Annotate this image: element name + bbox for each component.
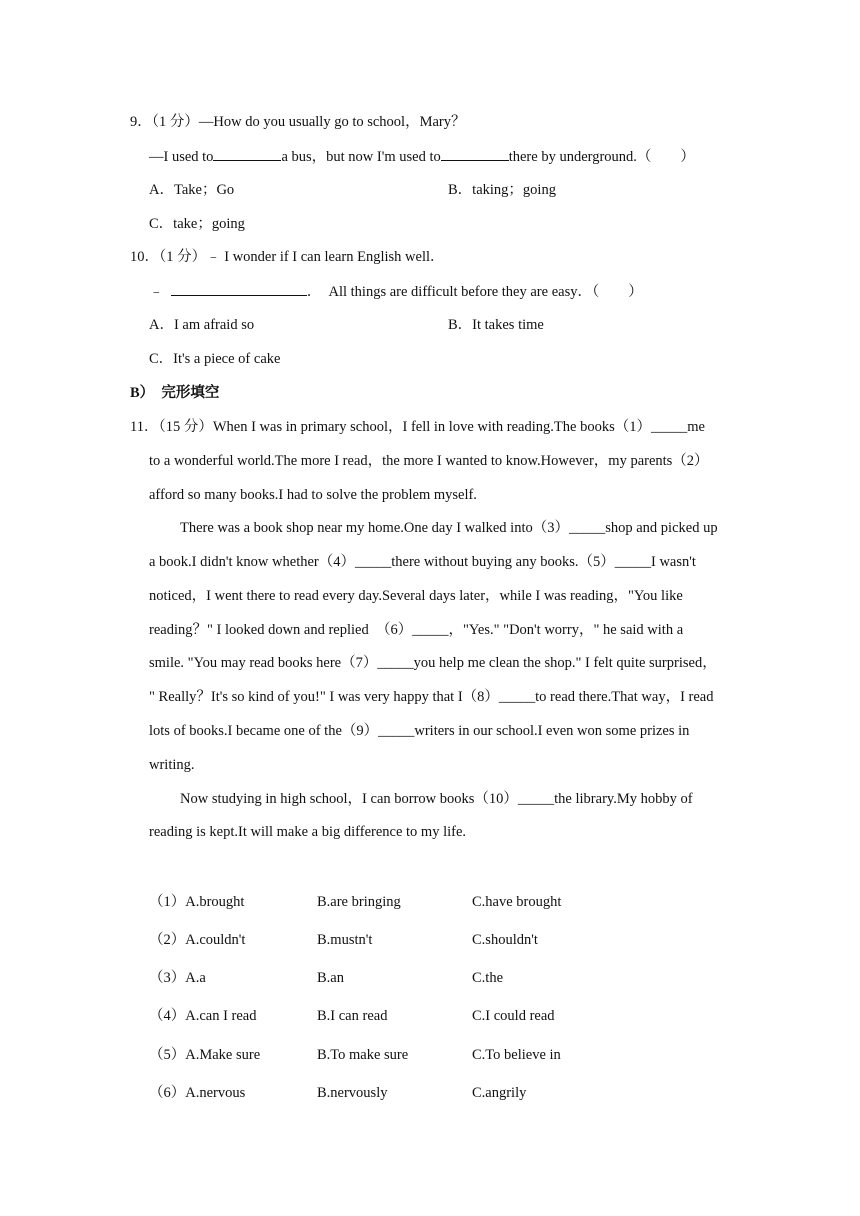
- q11-line-9: " Really？It's so kind of you!" I was very happy that I（8）_____to read there.That way，I read: [149, 689, 714, 705]
- section-heading: B） 完形填空: [130, 385, 220, 401]
- q11-line-6: noticed，I went there to read every day.Several days later，while I was reading，"You like: [149, 588, 683, 604]
- q11-line-5: a book.I didn't know whether（4）_____there without buying any books.（5）_____I wasn't: [149, 554, 696, 570]
- q9-stem: 9．（1 分）—How do you usually go to school，Mary？: [130, 114, 466, 130]
- q10-option-a: A．I am afraid so: [149, 317, 255, 333]
- q9-option-c: C．take；going: [149, 216, 245, 232]
- option-4-a: （4）A.can I read: [149, 1008, 257, 1024]
- blank: [213, 146, 281, 161]
- option-1-a: （1）A.brought: [149, 894, 245, 910]
- option-3-a: （3）A.a: [149, 970, 206, 986]
- q10-option-b: B．It takes time: [448, 317, 544, 333]
- q11-line-10: lots of books.I became one of the（9）_____writers in our school.I even won some prizes in: [149, 723, 690, 739]
- option-1-b: B.are bringing: [317, 894, 401, 910]
- q9-line2-b: a bus，but now I'm used to: [281, 149, 441, 165]
- q11-line-2: to a wonderful world.The more I read，the more I wanted to know.However，my parents（2）: [149, 453, 709, 469]
- option-6-b: B.nervously: [317, 1085, 388, 1101]
- option-3-c: C.the: [472, 970, 504, 986]
- q11-line-13: reading is kept.It will make a big difference to my life.: [149, 824, 467, 840]
- q10-line2: [149, 281, 643, 302]
- q11-line-8: smile. "You may read books here（7）_____you help me clean the shop." I felt quite surprised，: [149, 655, 717, 671]
- q11-line-11: writing.: [149, 757, 195, 773]
- option-2-a: （2）A.couldn't: [149, 932, 246, 948]
- q9-line2: [149, 146, 695, 167]
- q9-option-b: B．taking；going: [448, 182, 556, 198]
- q11-line-7: reading？" I looked down and replied （6）_____，"Yes." "Don't worry，" he said with a: [149, 622, 684, 638]
- q9-line2-a: —I used to: [149, 149, 214, 165]
- blank: [441, 146, 509, 161]
- q9-option-a: A．Take；Go: [149, 182, 235, 198]
- q10-stem: 10．（1 分）﹣ I wonder if I can learn English well．: [130, 249, 445, 265]
- option-3-b: B.an: [317, 970, 344, 986]
- blank: [171, 281, 307, 296]
- option-6-c: C.angrily: [472, 1085, 527, 1101]
- option-5-a: （5）A.Make sure: [149, 1047, 261, 1063]
- option-4-b: B.I can read: [317, 1008, 388, 1024]
- option-4-c: C.I could read: [472, 1008, 555, 1024]
- option-1-c: C.have brought: [472, 894, 562, 910]
- option-2-b: B.mustn't: [317, 932, 373, 948]
- option-5-c: C.To believe in: [472, 1047, 561, 1063]
- q11-line-1: 11．（15 分）When I was in primary school，I fell in love with reading.The books（1）_____me: [130, 419, 705, 435]
- q11-line-4: There was a book shop near my home.One day I walked into（3）_____shop and picked up: [180, 520, 718, 536]
- q10-option-c: C．It's a piece of cake: [149, 351, 281, 367]
- option-5-b: B.To make sure: [317, 1047, 409, 1063]
- q10-line2-b: ． All things are difficult before they are easy．（ ）: [306, 284, 643, 300]
- q11-line-3: afford so many books.I had to solve the problem myself.: [149, 487, 477, 503]
- q10-line2-a: ﹣: [149, 284, 164, 300]
- option-6-a: （6）A.nervous: [149, 1085, 246, 1101]
- q11-line-12: Now studying in high school，I can borrow books（10）_____the library.My hobby of: [180, 791, 693, 807]
- option-2-c: C.shouldn't: [472, 932, 538, 948]
- q9-line2-c: there by underground.（ ）: [508, 149, 695, 165]
